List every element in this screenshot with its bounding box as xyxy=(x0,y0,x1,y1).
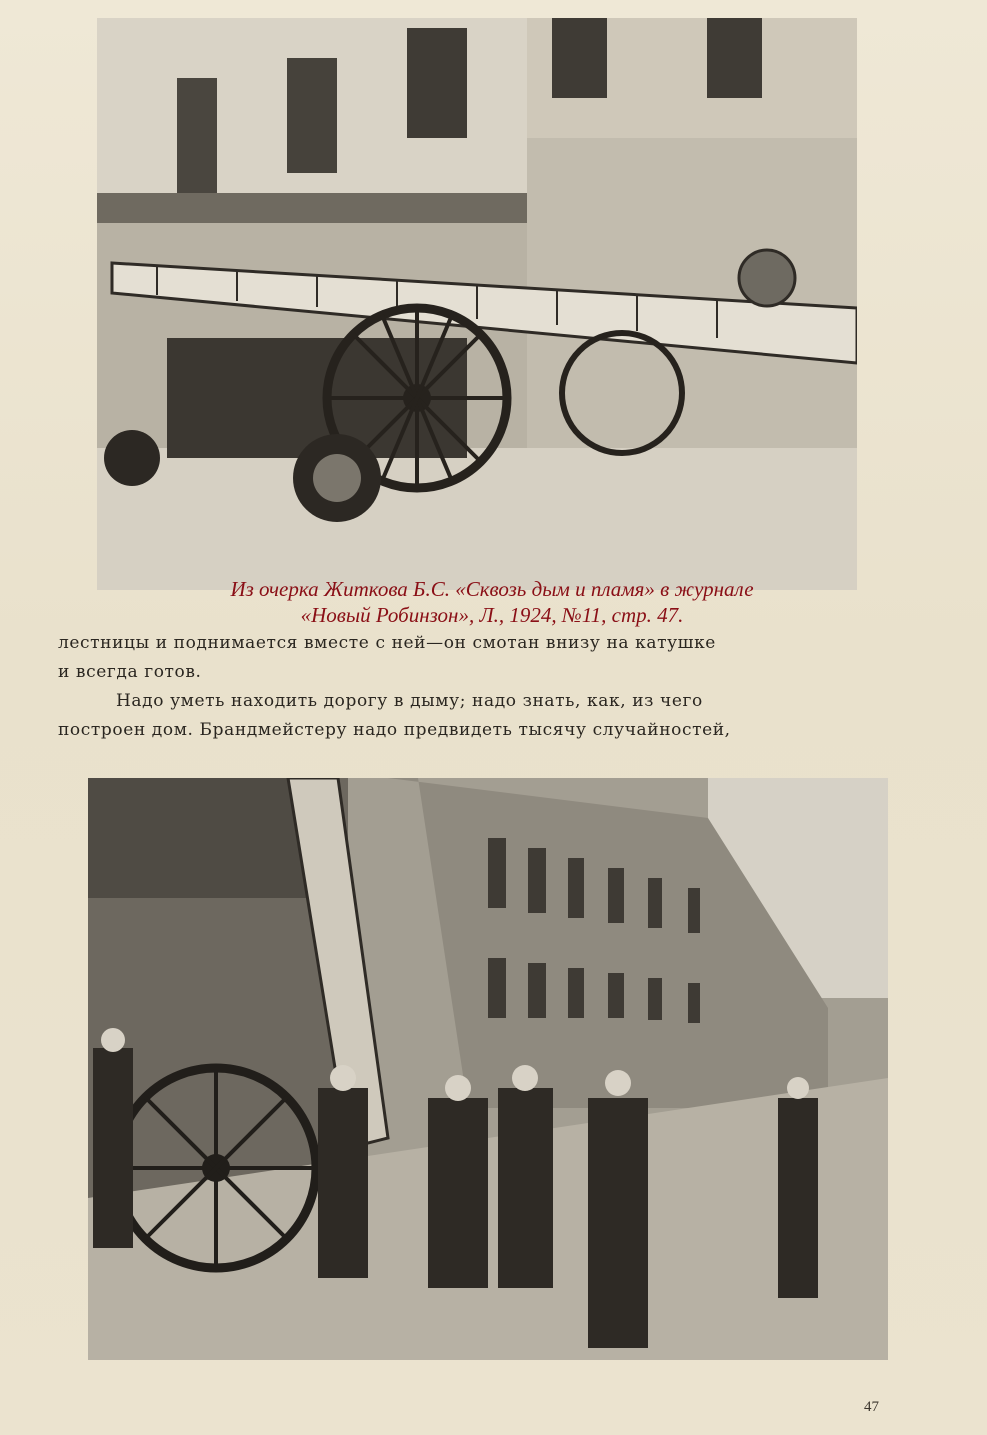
image-caption xyxy=(97,576,887,628)
caption-line-2: «Новый Робинзон», Л., 1924, №11, стр. 47. xyxy=(300,603,684,627)
fire-ladder-truck-photo xyxy=(97,18,857,590)
article-text xyxy=(58,629,920,745)
text-line-1: лестницы и поднимается вместе с ней—он смотан внизу на катушке xyxy=(58,633,716,653)
text-line-2: и всегда готов. xyxy=(58,662,202,682)
firefighters-street-photo xyxy=(88,778,888,1360)
text-line-4: построен дом. Брандмейстеру надо предвидеть тысячу случайностей, xyxy=(58,720,731,740)
page-number: 47 xyxy=(864,1399,879,1415)
caption-line-1: Из очерка Житкова Б.С. «Сквозь дым и пламя» в журнале xyxy=(230,577,754,601)
text-line-3: Надо уметь находить дорогу в дыму; надо знать, как, из чего xyxy=(116,691,703,711)
